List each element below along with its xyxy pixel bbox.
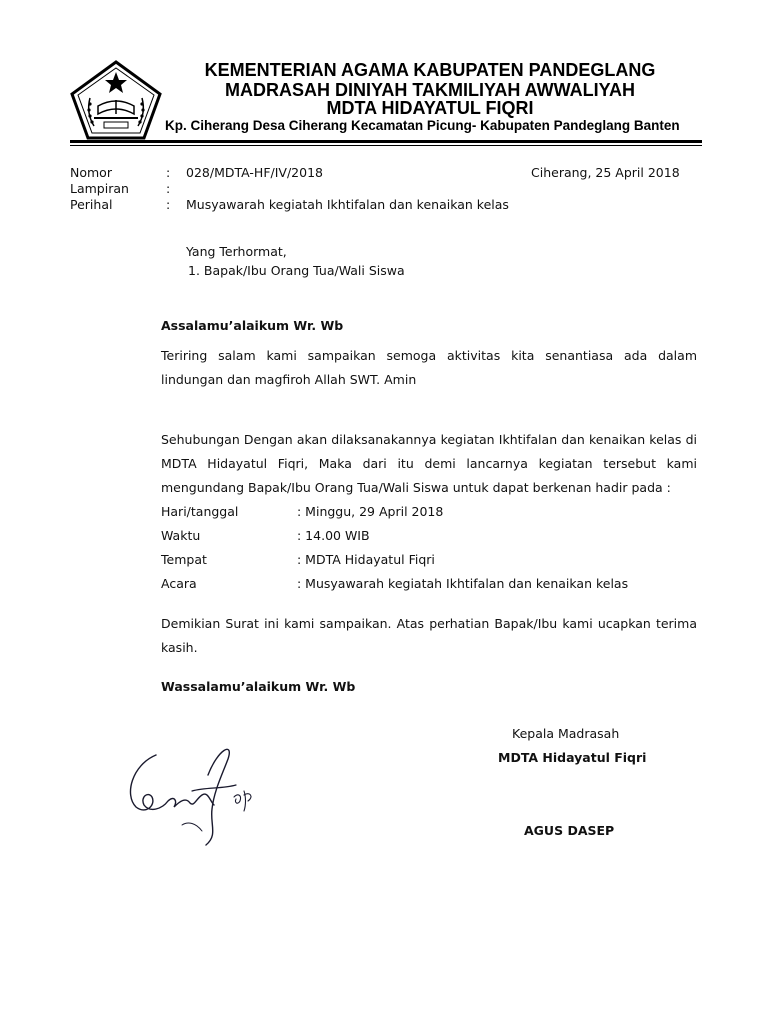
- ministry-emblem-icon: [68, 58, 164, 142]
- signatory-institution: MDTA Hidayatul Fiqri: [498, 750, 647, 765]
- signatory-title: Kepala Madrasah: [512, 726, 620, 741]
- detail-value-agenda: : Musyawarah kegiatah Ikhtifalan dan kenaikan kelas: [297, 576, 629, 591]
- paragraph-invitation: Sehubungan Dengan akan dilaksanakannya kegiatan Ikhtifalan dan kenaikan kelas di MDTA Hidayatul Fiqri, Maka dari itu demi lancarnya kegiatan tersebut kami mengundang Bapak/Ibu Orang Tua/Wali Siswa untuk dapat berkenan hadir pada :: [161, 432, 697, 495]
- lampiran-colon: :: [166, 181, 171, 196]
- detail-value-place: : MDTA Hidayatul Fiqri: [297, 552, 435, 567]
- handwritten-signature: [122, 735, 272, 855]
- recipient-salutation: Yang Terhormat,: [186, 244, 287, 259]
- nomor-value: 028/MDTA-HF/IV/2018: [186, 165, 323, 180]
- detail-label-place: Tempat: [161, 552, 207, 567]
- paragraph-opening: Teriring salam kami sampaikan semoga aktivitas kita senantiasa ada dalam lindungan dan magfiroh Allah SWT. Amin: [161, 348, 697, 387]
- detail-label-time: Waktu: [161, 528, 201, 543]
- nomor-label: Nomor: [70, 165, 112, 180]
- paragraph-closing: Demikian Surat ini kami sampaikan. Atas perhatian Bapak/Ibu kami ucapkan terima kasih.: [161, 616, 697, 655]
- farewell: Wassalamu’alaikum Wr. Wb: [161, 679, 356, 694]
- perihal-colon: :: [166, 197, 171, 212]
- detail-label-agenda: Acara: [161, 576, 197, 591]
- perihal-label: Perihal: [70, 197, 113, 212]
- letterhead-divider-thin: [70, 145, 702, 146]
- detail-value-date: : Minggu, 29 April 2018: [297, 504, 444, 519]
- detail-value-time: : 14.00 WIB: [297, 528, 370, 543]
- letterhead-school-name: MDTA HIDAYATUL FIQRI: [326, 98, 534, 118]
- place-date: Ciherang, 25 April 2018: [531, 165, 680, 180]
- nomor-colon: :: [166, 165, 171, 180]
- letterhead-madrasah-type: MADRASAH DINIYAH TAKMILIYAH AWWALIYAH: [224, 80, 636, 100]
- detail-label-date: Hari/tanggal: [161, 504, 239, 519]
- letterhead-address: Kp. Ciherang Desa Ciherang Kecamatan Picung- Kabupaten Pandeglang Banten: [165, 118, 680, 133]
- signatory-name: AGUS DASEP: [524, 823, 615, 838]
- letterhead-ministry: KEMENTERIAN AGAMA KABUPATEN PANDEGLANG: [204, 60, 656, 80]
- recipient-item: 1. Bapak/Ibu Orang Tua/Wali Siswa: [188, 263, 405, 278]
- letterhead-divider-thick: [70, 140, 702, 143]
- greeting: Assalamu’alaikum Wr. Wb: [161, 318, 344, 333]
- lampiran-label: Lampiran: [70, 181, 129, 196]
- perihal-value: Musyawarah kegiatah Ikhtifalan dan kenaikan kelas: [186, 197, 509, 212]
